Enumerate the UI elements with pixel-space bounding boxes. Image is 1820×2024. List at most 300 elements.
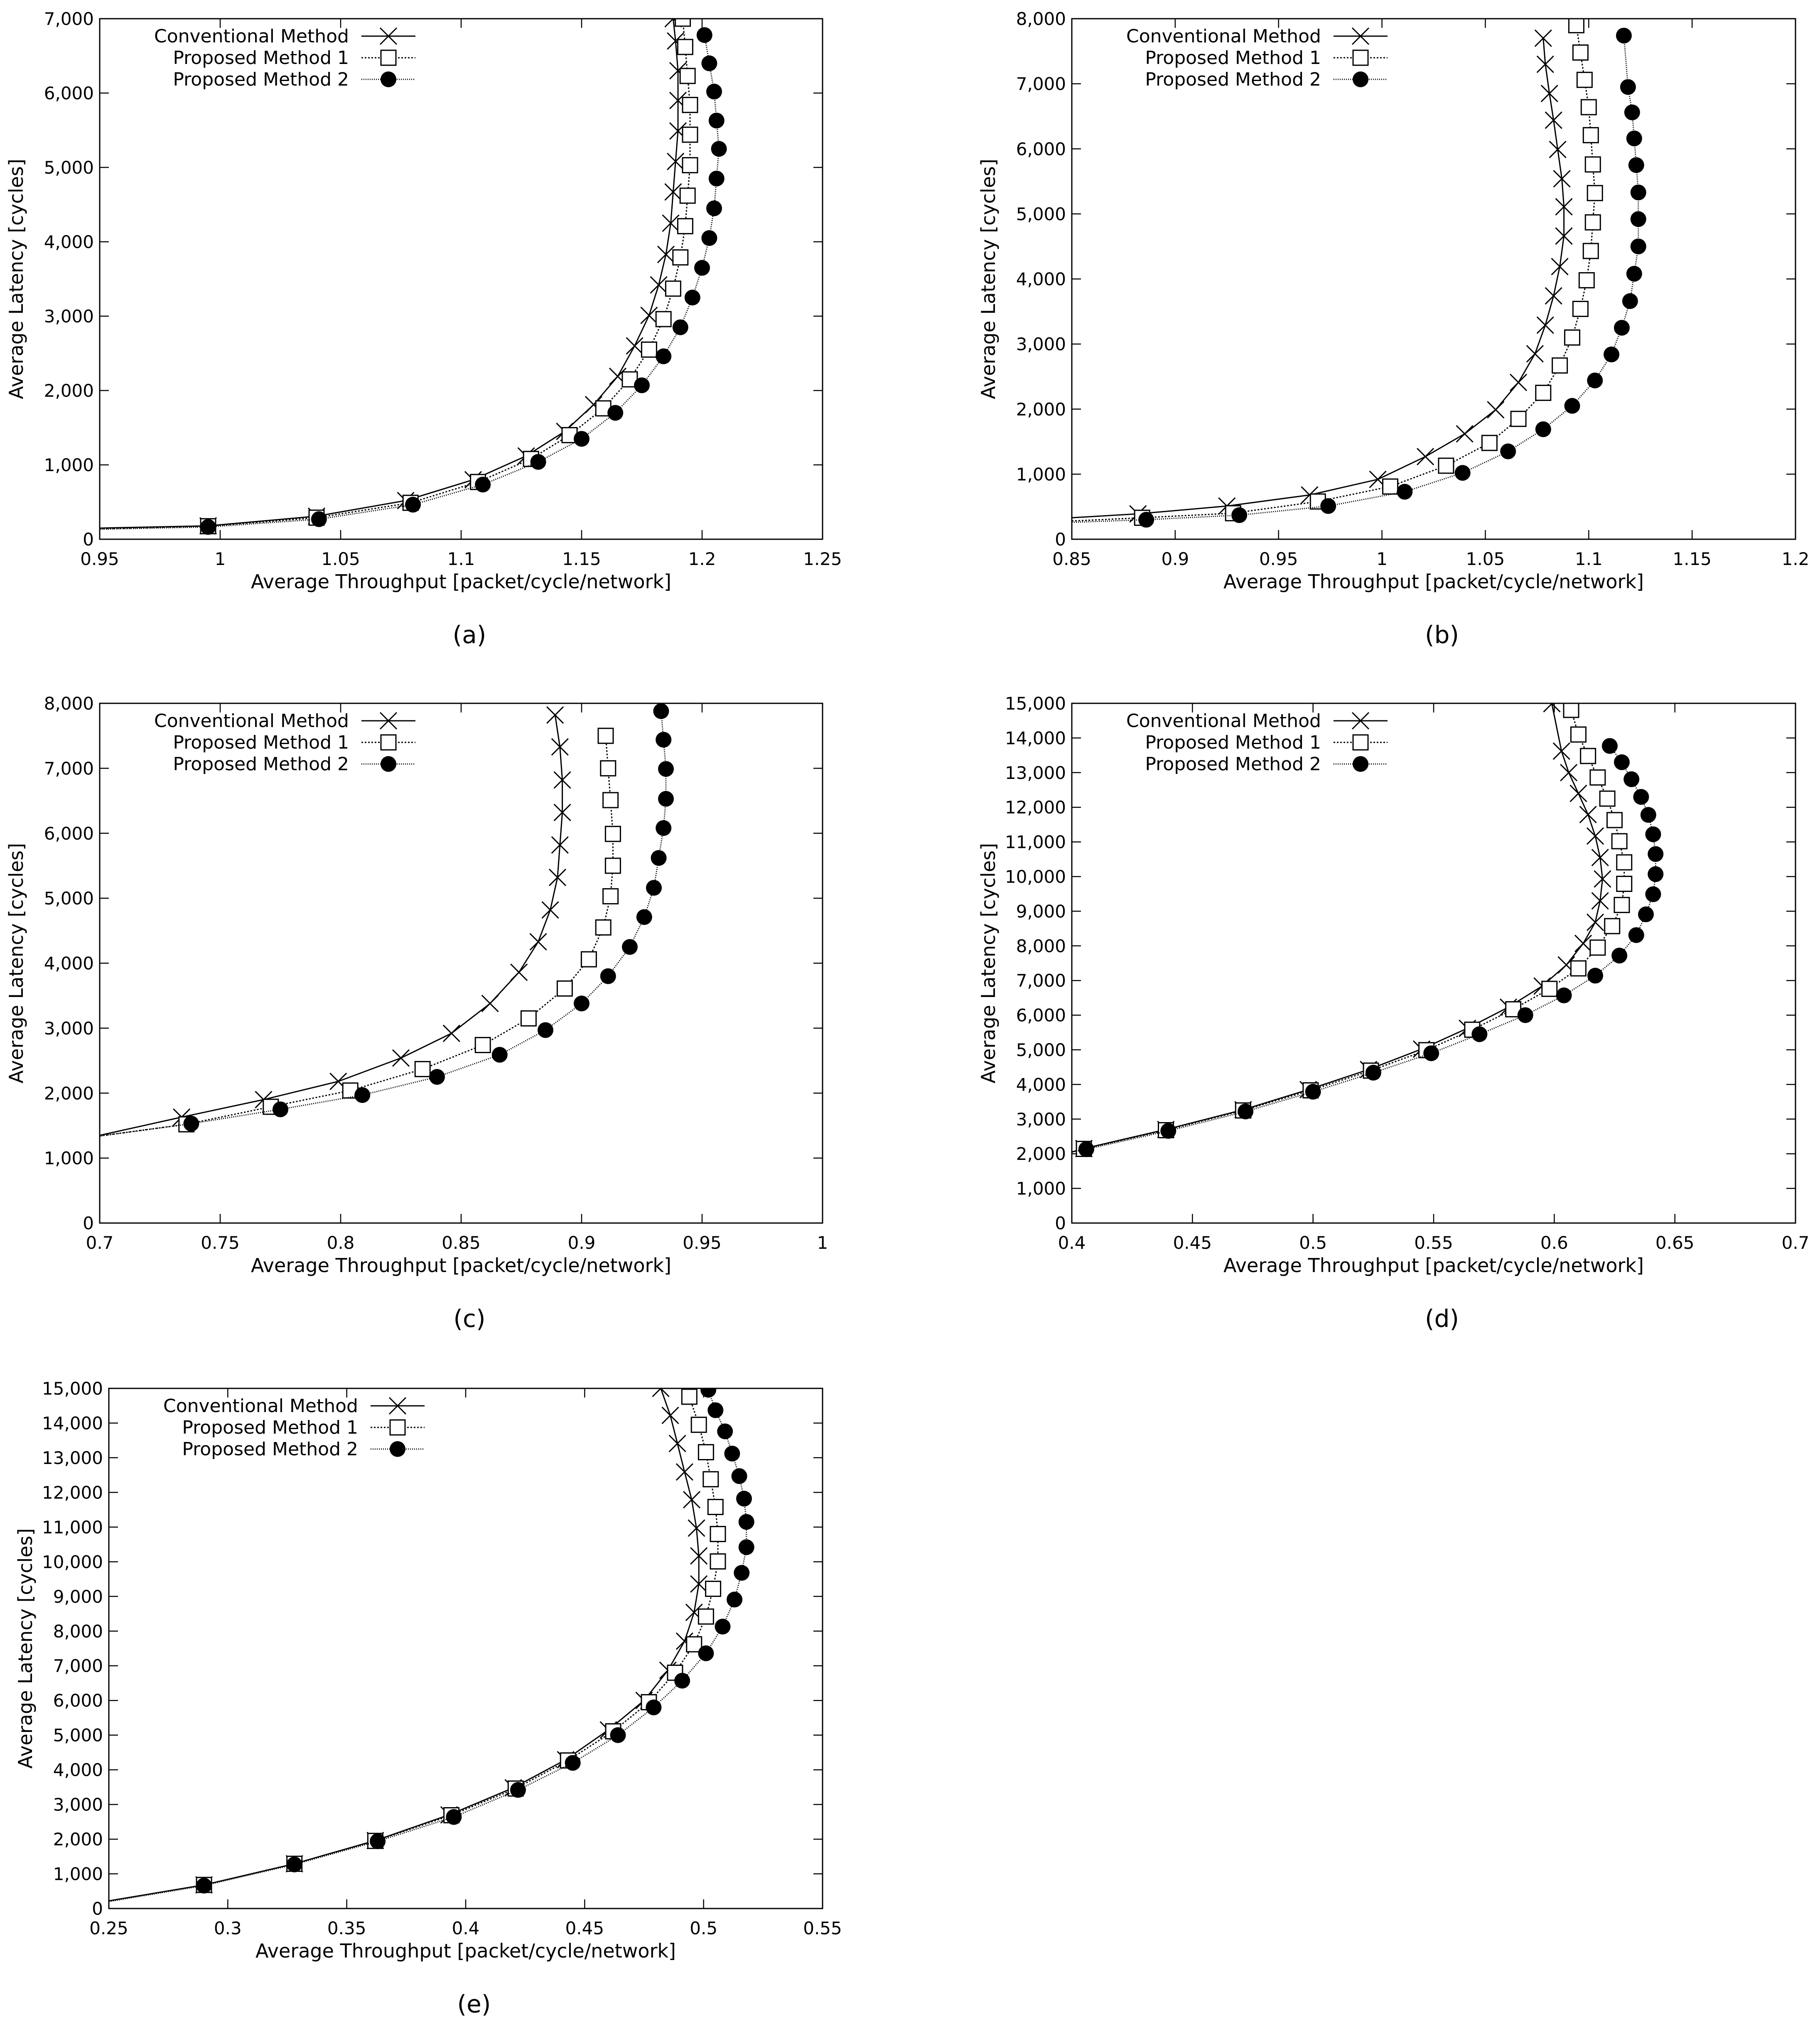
x-tick-label: 1 bbox=[817, 1233, 828, 1253]
x-axis-label: Average Throughput [packet/cycle/network] bbox=[1223, 1254, 1644, 1277]
data-point bbox=[682, 1389, 697, 1404]
y-tick-label: 6,000 bbox=[1016, 139, 1066, 160]
chart-panel-a bbox=[5, 9, 842, 649]
data-point bbox=[1455, 465, 1471, 481]
series-line-2 bbox=[100, 736, 613, 1136]
data-point bbox=[1638, 906, 1654, 922]
data-point bbox=[1583, 243, 1598, 258]
data-point bbox=[683, 158, 698, 173]
x-tick-label: 1.15 bbox=[1673, 549, 1712, 569]
legend bbox=[163, 1395, 425, 1460]
data-point bbox=[521, 1011, 536, 1026]
legend-label: Proposed Method 1 bbox=[1145, 47, 1321, 69]
data-point bbox=[691, 1417, 706, 1432]
series-line-3 bbox=[100, 35, 719, 529]
data-point bbox=[707, 1403, 723, 1418]
data-point bbox=[646, 880, 662, 896]
legend-marker bbox=[381, 71, 396, 87]
data-point bbox=[1556, 987, 1572, 1003]
data-point bbox=[1560, 764, 1577, 781]
y-tick-label: 1,000 bbox=[53, 1864, 103, 1884]
legend-label: Proposed Method 2 bbox=[182, 1439, 358, 1460]
data-point bbox=[683, 98, 698, 113]
data-point bbox=[634, 377, 650, 393]
legend-label: Conventional Method bbox=[163, 1395, 358, 1417]
data-point bbox=[510, 1782, 526, 1798]
y-tick-label: 8,000 bbox=[1016, 9, 1066, 29]
data-point bbox=[739, 1514, 754, 1530]
data-point bbox=[1487, 401, 1504, 418]
y-tick-label: 5,000 bbox=[44, 157, 94, 178]
data-point bbox=[610, 1727, 626, 1743]
data-point bbox=[1579, 273, 1594, 288]
x-tick-label: 0.55 bbox=[1414, 1233, 1453, 1253]
data-point bbox=[415, 1061, 430, 1076]
data-point bbox=[1628, 157, 1644, 173]
y-tick-label: 6,000 bbox=[53, 1690, 103, 1711]
y-tick-label: 3,000 bbox=[44, 306, 94, 327]
x-tick-label: 0.65 bbox=[1655, 1233, 1695, 1253]
data-point bbox=[273, 1101, 288, 1117]
plot-frame bbox=[1072, 703, 1795, 1223]
data-point bbox=[598, 728, 613, 743]
data-point bbox=[603, 889, 618, 904]
data-point bbox=[636, 909, 652, 925]
data-point bbox=[607, 405, 623, 421]
data-point bbox=[354, 1087, 370, 1103]
x-axis-label: Average Throughput [packet/cycle/network] bbox=[251, 1254, 671, 1277]
data-point bbox=[662, 1407, 678, 1424]
data-point bbox=[600, 968, 616, 984]
x-tick-label: 0.25 bbox=[89, 1918, 128, 1938]
y-tick-label: 2,000 bbox=[1016, 399, 1066, 420]
data-point bbox=[1564, 703, 1579, 717]
data-point bbox=[287, 1857, 302, 1872]
y-tick-label: 4,000 bbox=[44, 953, 94, 974]
x-axis-label: Average Throughput [packet/cycle/network] bbox=[255, 1940, 676, 1962]
legend bbox=[1126, 26, 1388, 90]
data-point bbox=[676, 1464, 693, 1480]
legend-label: Conventional Method bbox=[1126, 710, 1321, 732]
data-point bbox=[1602, 738, 1618, 754]
data-point bbox=[651, 850, 667, 866]
data-point bbox=[538, 1022, 553, 1038]
x-tick-label: 1.05 bbox=[1466, 549, 1505, 569]
y-tick-label: 7,000 bbox=[1016, 74, 1066, 94]
plot-frame bbox=[109, 1388, 823, 1909]
series-line-3 bbox=[100, 711, 666, 1136]
data-point bbox=[1553, 743, 1570, 759]
data-point bbox=[683, 1491, 700, 1508]
x-tick-label: 0.4 bbox=[452, 1918, 480, 1938]
data-point bbox=[1605, 919, 1620, 933]
data-point bbox=[1573, 45, 1588, 60]
data-point bbox=[1423, 1045, 1439, 1061]
legend-marker bbox=[390, 1441, 405, 1457]
data-point bbox=[646, 1700, 661, 1715]
series-line-2 bbox=[100, 19, 690, 529]
data-point bbox=[622, 939, 638, 955]
data-point bbox=[1624, 105, 1640, 120]
y-tick-label: 7,000 bbox=[1016, 970, 1066, 991]
x-tick-label: 1.15 bbox=[562, 549, 601, 569]
data-point bbox=[1614, 754, 1630, 770]
x-axis-label: Average Throughput [packet/cycle/network] bbox=[1223, 570, 1644, 593]
data-point bbox=[1587, 373, 1603, 388]
y-tick-label: 5,000 bbox=[53, 1725, 103, 1746]
data-point bbox=[698, 1445, 713, 1460]
y-tick-label: 7,000 bbox=[44, 758, 94, 779]
data-point bbox=[1617, 855, 1632, 870]
data-point bbox=[674, 1673, 690, 1689]
panel-label: (e) bbox=[457, 1990, 491, 2018]
data-point bbox=[701, 230, 717, 246]
y-tick-label: 5,000 bbox=[1016, 1040, 1066, 1060]
y-tick-label: 6,000 bbox=[44, 83, 94, 103]
legend-marker bbox=[1353, 71, 1368, 87]
y-tick-label: 14,000 bbox=[42, 1413, 103, 1434]
y-tick-label: 6,000 bbox=[44, 823, 94, 844]
plot-area bbox=[1072, 18, 1646, 528]
y-axis-label: Average Latency [cycles] bbox=[977, 843, 1000, 1083]
data-point bbox=[1511, 411, 1526, 426]
y-tick-label: 15,000 bbox=[42, 1378, 103, 1399]
data-point bbox=[653, 703, 669, 719]
data-point bbox=[1600, 791, 1615, 806]
data-point bbox=[511, 964, 527, 980]
data-point bbox=[626, 338, 643, 354]
x-tick-label: 0.45 bbox=[565, 1918, 604, 1938]
x-tick-label: 1.1 bbox=[447, 549, 475, 569]
data-point bbox=[1366, 1065, 1381, 1081]
chart-panel-d bbox=[977, 693, 1809, 1333]
y-tick-label: 3,000 bbox=[1016, 1109, 1066, 1130]
data-point bbox=[724, 1446, 740, 1462]
data-point bbox=[698, 1646, 714, 1661]
data-point bbox=[492, 1047, 508, 1063]
data-point bbox=[717, 1423, 733, 1439]
legend-label: Proposed Method 2 bbox=[1145, 69, 1321, 90]
series-line-3 bbox=[109, 1390, 747, 1901]
data-point bbox=[603, 793, 618, 808]
y-tick-label: 13,000 bbox=[1005, 762, 1066, 783]
y-tick-label: 8,000 bbox=[44, 693, 94, 714]
legend-label: Proposed Method 2 bbox=[173, 754, 349, 775]
x-tick-label: 0.85 bbox=[442, 1233, 481, 1253]
data-point bbox=[1439, 458, 1454, 473]
data-point bbox=[530, 933, 547, 950]
data-point bbox=[706, 84, 722, 99]
data-point bbox=[739, 1539, 754, 1555]
y-tick-label: 1,000 bbox=[44, 1148, 94, 1169]
x-tick-label: 0.8 bbox=[327, 1233, 355, 1253]
data-point bbox=[1471, 1026, 1487, 1042]
legend-marker bbox=[1353, 50, 1368, 65]
data-point bbox=[1571, 961, 1586, 976]
y-tick-label: 11,000 bbox=[42, 1517, 103, 1538]
data-point bbox=[701, 55, 717, 71]
data-point bbox=[703, 1472, 718, 1487]
data-point bbox=[1552, 358, 1567, 373]
y-tick-label: 6,000 bbox=[1016, 1005, 1066, 1026]
data-point bbox=[1583, 128, 1598, 142]
legend-marker bbox=[381, 756, 396, 772]
data-point bbox=[710, 1527, 725, 1542]
data-point bbox=[666, 281, 680, 296]
x-tick-label: 1.1 bbox=[1574, 549, 1603, 569]
data-point bbox=[1305, 1084, 1321, 1100]
data-point bbox=[1626, 130, 1642, 146]
data-point bbox=[1537, 317, 1554, 334]
data-point bbox=[1542, 981, 1557, 996]
y-tick-label: 15,000 bbox=[1005, 693, 1066, 714]
y-tick-label: 2,000 bbox=[1016, 1144, 1066, 1164]
x-tick-label: 1.2 bbox=[688, 549, 716, 569]
data-point bbox=[531, 454, 546, 470]
data-point bbox=[1078, 1141, 1094, 1157]
data-point bbox=[641, 342, 656, 357]
y-tick-label: 12,000 bbox=[42, 1482, 103, 1503]
y-tick-label: 0 bbox=[1055, 529, 1066, 550]
series-line-1 bbox=[100, 19, 678, 528]
x-tick-label: 0.45 bbox=[1173, 1233, 1212, 1253]
data-point bbox=[709, 113, 725, 128]
data-point bbox=[1581, 100, 1596, 115]
data-point bbox=[1614, 320, 1630, 336]
data-point bbox=[697, 27, 712, 43]
x-tick-label: 0.7 bbox=[1781, 1233, 1810, 1253]
data-point bbox=[1527, 346, 1543, 362]
data-point bbox=[1581, 749, 1596, 764]
x-tick-label: 0.75 bbox=[201, 1233, 240, 1253]
data-point bbox=[370, 1833, 386, 1849]
data-point bbox=[1611, 948, 1627, 963]
data-point bbox=[574, 431, 589, 447]
data-point bbox=[446, 1809, 462, 1825]
x-tick-label: 0.3 bbox=[214, 1918, 242, 1938]
data-point bbox=[1552, 258, 1568, 275]
y-tick-label: 14,000 bbox=[1005, 728, 1066, 749]
series-line-3 bbox=[1072, 746, 1655, 1152]
data-point bbox=[706, 200, 722, 216]
series-line-3 bbox=[1072, 36, 1638, 523]
series-line-1 bbox=[109, 1388, 699, 1901]
data-point bbox=[736, 1491, 752, 1506]
data-point bbox=[482, 995, 499, 1012]
data-point bbox=[698, 1609, 713, 1624]
data-point bbox=[1617, 877, 1632, 892]
y-tick-label: 4,000 bbox=[1016, 269, 1066, 290]
y-axis-label: Average Latency [cycles] bbox=[977, 159, 1000, 399]
data-point bbox=[200, 519, 216, 535]
y-tick-label: 0 bbox=[83, 1213, 94, 1233]
series-line-2 bbox=[1072, 710, 1624, 1152]
data-point bbox=[1587, 828, 1604, 844]
data-point bbox=[1417, 448, 1434, 465]
data-point bbox=[1510, 374, 1527, 391]
data-point bbox=[183, 1116, 199, 1132]
data-point bbox=[547, 707, 563, 723]
x-tick-label: 1 bbox=[214, 549, 226, 569]
y-tick-label: 4,000 bbox=[44, 232, 94, 252]
data-point bbox=[443, 1025, 460, 1041]
data-point bbox=[1633, 789, 1649, 805]
data-point bbox=[673, 319, 688, 335]
data-point bbox=[1573, 302, 1588, 317]
y-tick-label: 3,000 bbox=[44, 1018, 94, 1039]
legend-label: Conventional Method bbox=[154, 26, 349, 47]
data-point bbox=[1456, 425, 1473, 442]
panel-label: (a) bbox=[452, 621, 486, 649]
legend-marker bbox=[1353, 756, 1368, 772]
legend-label: Proposed Method 1 bbox=[173, 47, 349, 69]
data-point bbox=[1231, 507, 1247, 523]
data-point bbox=[1587, 914, 1604, 931]
x-tick-label: 0.55 bbox=[803, 1918, 842, 1938]
x-tick-label: 0.95 bbox=[683, 1233, 722, 1253]
data-point bbox=[1397, 484, 1412, 500]
data-point bbox=[1592, 892, 1609, 909]
data-point bbox=[1585, 215, 1600, 230]
data-point bbox=[1138, 512, 1154, 528]
data-point bbox=[683, 127, 698, 142]
data-point bbox=[727, 1592, 742, 1607]
data-point bbox=[641, 307, 657, 324]
legend-marker bbox=[381, 735, 396, 750]
x-tick-label: 0.4 bbox=[1058, 1233, 1086, 1253]
data-point bbox=[1631, 211, 1646, 227]
series-line-1 bbox=[100, 715, 562, 1135]
data-point bbox=[673, 250, 688, 265]
data-point bbox=[1580, 806, 1596, 823]
data-point bbox=[1648, 866, 1663, 882]
x-tick-label: 1.25 bbox=[803, 549, 842, 569]
data-point bbox=[1607, 813, 1622, 828]
x-tick-label: 0.7 bbox=[86, 1233, 114, 1253]
legend bbox=[154, 26, 415, 90]
data-point bbox=[393, 1050, 409, 1066]
data-point bbox=[1645, 826, 1661, 842]
x-tick-label: 0.35 bbox=[327, 1918, 366, 1938]
data-point bbox=[1631, 238, 1646, 254]
x-tick-label: 0.5 bbox=[1299, 1233, 1327, 1253]
data-point bbox=[1614, 897, 1629, 912]
data-point bbox=[1620, 79, 1636, 95]
data-point bbox=[734, 1565, 749, 1581]
data-point bbox=[1575, 935, 1592, 952]
data-point bbox=[678, 219, 693, 233]
data-point bbox=[1536, 386, 1551, 400]
legend-label: Proposed Method 2 bbox=[1145, 754, 1321, 775]
data-point bbox=[557, 981, 572, 996]
data-point bbox=[658, 761, 674, 777]
data-point bbox=[656, 312, 671, 327]
x-tick-label: 1.2 bbox=[1781, 549, 1810, 569]
data-point bbox=[1541, 85, 1558, 102]
data-point bbox=[710, 1554, 725, 1569]
panel-label: (b) bbox=[1425, 621, 1459, 649]
data-point bbox=[711, 141, 727, 157]
data-point bbox=[1577, 72, 1592, 87]
y-tick-label: 9,000 bbox=[1016, 901, 1066, 922]
data-point bbox=[1500, 444, 1516, 459]
data-point bbox=[656, 732, 671, 748]
data-point bbox=[1518, 1007, 1533, 1023]
y-tick-label: 4,000 bbox=[1016, 1074, 1066, 1095]
y-tick-label: 8,000 bbox=[53, 1621, 103, 1642]
data-point bbox=[1587, 186, 1602, 201]
y-tick-label: 9,000 bbox=[53, 1586, 103, 1607]
y-tick-label: 7,000 bbox=[53, 1656, 103, 1676]
legend-label: Proposed Method 1 bbox=[1145, 732, 1321, 753]
data-point bbox=[1482, 435, 1497, 450]
data-point bbox=[1535, 421, 1551, 437]
y-tick-label: 2,000 bbox=[44, 1083, 94, 1104]
y-tick-label: 2,000 bbox=[44, 381, 94, 401]
data-point bbox=[1631, 184, 1646, 200]
y-tick-label: 1,000 bbox=[44, 455, 94, 475]
y-tick-label: 1,000 bbox=[1016, 1178, 1066, 1199]
data-point bbox=[678, 39, 693, 54]
y-axis-label: Average Latency [cycles] bbox=[5, 843, 27, 1083]
x-tick-label: 1.05 bbox=[321, 549, 360, 569]
y-tick-label: 0 bbox=[1055, 1213, 1066, 1233]
data-point bbox=[656, 349, 671, 364]
data-point bbox=[1383, 479, 1398, 494]
y-tick-label: 0 bbox=[92, 1899, 103, 1919]
data-point bbox=[311, 511, 327, 527]
legend-label: Proposed Method 1 bbox=[173, 732, 349, 753]
data-point bbox=[1612, 834, 1627, 849]
data-point bbox=[596, 920, 611, 935]
y-tick-label: 10,000 bbox=[42, 1552, 103, 1572]
x-tick-label: 0.5 bbox=[690, 1918, 718, 1938]
legend-marker bbox=[390, 1420, 405, 1435]
data-point bbox=[1626, 266, 1642, 282]
data-point bbox=[565, 1755, 581, 1771]
y-tick-label: 0 bbox=[83, 529, 94, 550]
y-tick-label: 3,000 bbox=[53, 1794, 103, 1815]
data-point bbox=[1571, 727, 1586, 742]
data-point bbox=[669, 1435, 686, 1452]
data-point bbox=[196, 1878, 212, 1894]
data-point bbox=[658, 246, 674, 263]
chart-panel-c bbox=[5, 693, 828, 1333]
data-point bbox=[542, 901, 559, 918]
data-point bbox=[1160, 1123, 1176, 1139]
data-point bbox=[1545, 112, 1562, 128]
x-axis-label: Average Throughput [packet/cycle/network] bbox=[251, 570, 671, 593]
legend bbox=[1126, 710, 1388, 775]
data-point bbox=[709, 171, 725, 187]
y-tick-label: 13,000 bbox=[42, 1447, 103, 1468]
data-point bbox=[656, 820, 671, 836]
y-tick-label: 1,000 bbox=[1016, 464, 1066, 485]
data-point bbox=[1320, 498, 1336, 514]
data-point bbox=[429, 1069, 445, 1085]
data-point bbox=[1604, 346, 1619, 362]
data-point bbox=[708, 1499, 723, 1514]
data-point bbox=[1624, 771, 1639, 787]
y-tick-label: 8,000 bbox=[1016, 936, 1066, 956]
x-tick-label: 0.85 bbox=[1052, 549, 1091, 569]
x-tick-label: 1 bbox=[1376, 549, 1388, 569]
legend-label: Proposed Method 2 bbox=[173, 69, 349, 90]
data-point bbox=[680, 69, 695, 84]
data-point bbox=[1587, 968, 1603, 984]
x-tick-label: 0.9 bbox=[567, 1233, 596, 1253]
data-point bbox=[1590, 940, 1605, 955]
